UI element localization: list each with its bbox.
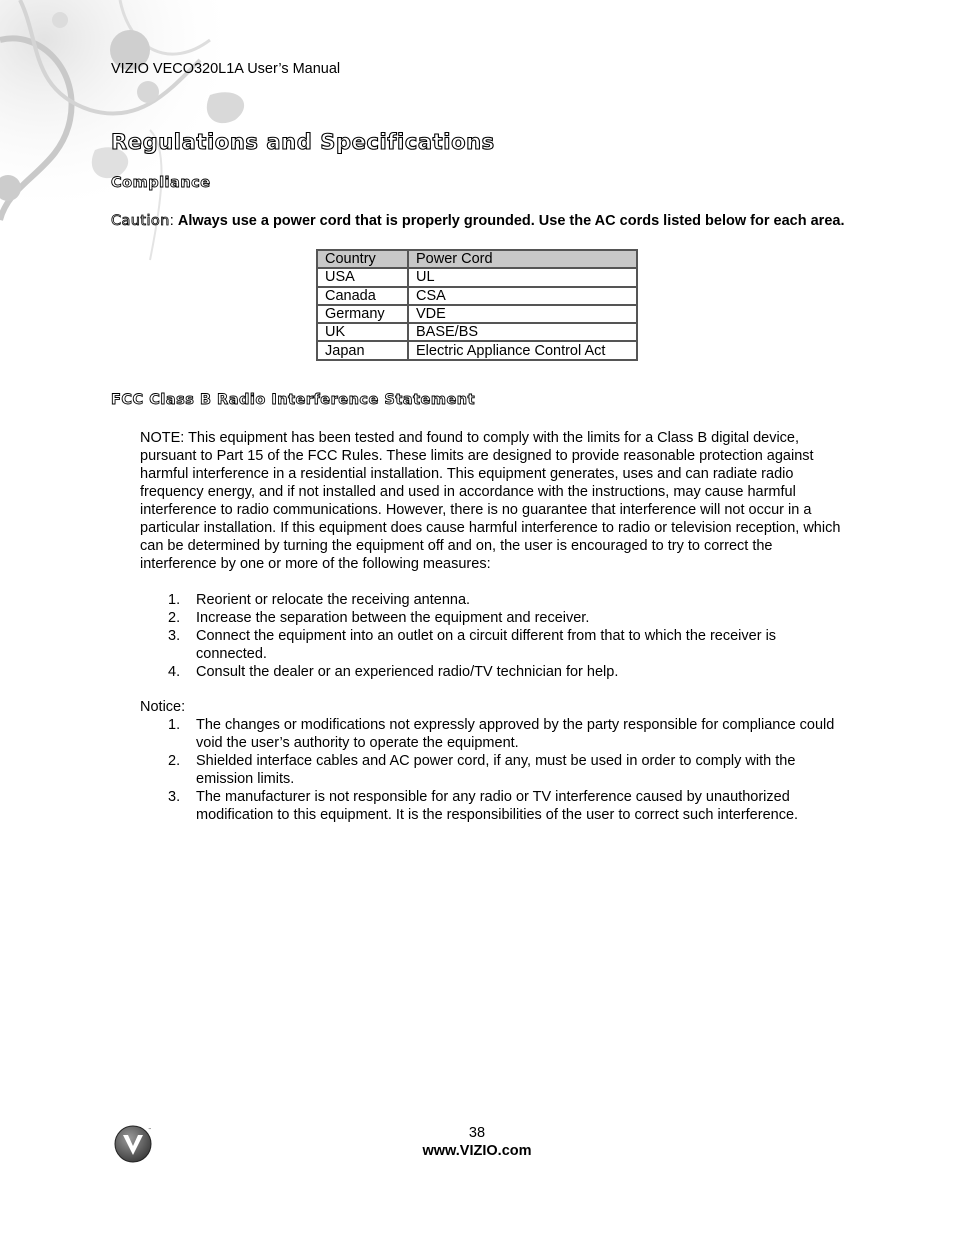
table-cell-country: USA <box>317 268 408 286</box>
caution-label: Caution <box>111 213 170 229</box>
table-cell-cord: VDE <box>408 305 637 323</box>
fcc-note-paragraph: NOTE: This equipment has been tested and found to comply with the limits for a Class B digital device, pursuant to Part 15 of the FCC Rules. These limits are designed to provide reasonable protection against harmful interference in a residential installation. This equipment generates, uses and can radiate radio frequency energy, and if not installed and used in accordance with the instructions, may cause harmful interference to radio communications. However, there is no guarantee that interference will not occur in a particular installation. If this equipment does cause harmful interference to radio or television reception, which can be determined by turning the equipment off and on, the user is encouraged to try to correct the interference by one or more of the following measures: <box>140 430 841 572</box>
list-item-text: Increase the separation between the equipment and receiver. <box>196 610 590 626</box>
table-header-row <box>317 250 637 268</box>
list-item: 4. Consult the dealer or an experienced radio/TV technician for help. <box>168 664 619 680</box>
list-item: 1. Reorient or relocate the receiving antenna. <box>168 592 471 608</box>
list-item-text: Shielded interface cables and AC power cord, if any, must be used in order to comply with the emission limits. <box>196 753 796 787</box>
table-row <box>317 341 637 359</box>
table-row <box>317 305 637 323</box>
list-item-text: The changes or modifications not expressly approved by the party responsible for compliance could void the user’s authority to operate the equipment. <box>196 717 835 751</box>
list-item-text: Consult the dealer or an experienced radio/TV technician for help. <box>196 664 619 680</box>
list-item: 2. Increase the separation between the equipment and receiver. <box>168 610 590 626</box>
list-item: 2. Shielded interface cables and AC power cord, if any, must be used in order to comply with the emission limits. <box>168 753 796 787</box>
list-item-text: The manufacturer is not responsible for any radio or TV interference caused by unauthorized modification to this equipment. It is the responsibilities of the user to correct such interference. <box>196 789 799 823</box>
table-cell-country: Germany <box>317 305 408 323</box>
svg-text:™: ™ <box>148 1127 152 1132</box>
notices-list <box>140 716 845 824</box>
website-url: www.VIZIO.com <box>422 1143 532 1159</box>
table-cell-cord: CSA <box>408 287 637 305</box>
table-row <box>317 287 637 305</box>
compliance-heading: Compliance <box>111 175 211 191</box>
table-cell-country: Canada <box>317 287 408 305</box>
power-cord-table <box>316 249 638 361</box>
list-item: 3. The manufacturer is not responsible for any radio or TV interference caused by unauthorized modification to this equipment. It is the responsibilities of the user to correct such interference. <box>168 789 799 823</box>
fcc-heading: FCC Class B Radio Interference Statement <box>111 392 476 408</box>
list-item-text: Reorient or relocate the receiving antenna. <box>196 592 471 608</box>
measures-list <box>140 591 845 681</box>
table-cell-cord: BASE/BS <box>408 323 637 341</box>
notice-label: Notice: <box>140 699 186 715</box>
page-title: Regulations and Specifications <box>111 130 495 154</box>
list-item: 3. Connect the equipment into an outlet on a circuit different from that to which the receiver is connected. <box>168 628 777 662</box>
table-cell-country: UK <box>317 323 408 341</box>
table-header-cell: Power Cord <box>408 250 637 268</box>
running-header: VIZIO VECO320L1A User’s Manual <box>111 61 341 77</box>
list-item-text: Connect the equipment into an outlet on a circuit different from that to which the receiver is connected. <box>196 628 777 662</box>
table-cell-cord: Electric Appliance Control Act <box>408 341 637 359</box>
table-header-cell: Country <box>317 250 408 268</box>
page-number: 38 <box>468 1125 486 1141</box>
table-row <box>317 323 637 341</box>
caution-text: Always use a power cord that is properly grounded. Use the AC cords listed below for each area. <box>177 213 845 229</box>
list-item: 1. The changes or modifications not expressly approved by the party responsible for compliance could void the user’s authority to operate the equipment. <box>168 717 835 751</box>
table-row <box>317 268 637 286</box>
table-cell-country: Japan <box>317 341 408 359</box>
table-cell-cord: UL <box>408 268 637 286</box>
caution-paragraph: Caution: Always use a power cord that is properly grounded. Use the AC cords listed below for each area. <box>111 213 845 229</box>
